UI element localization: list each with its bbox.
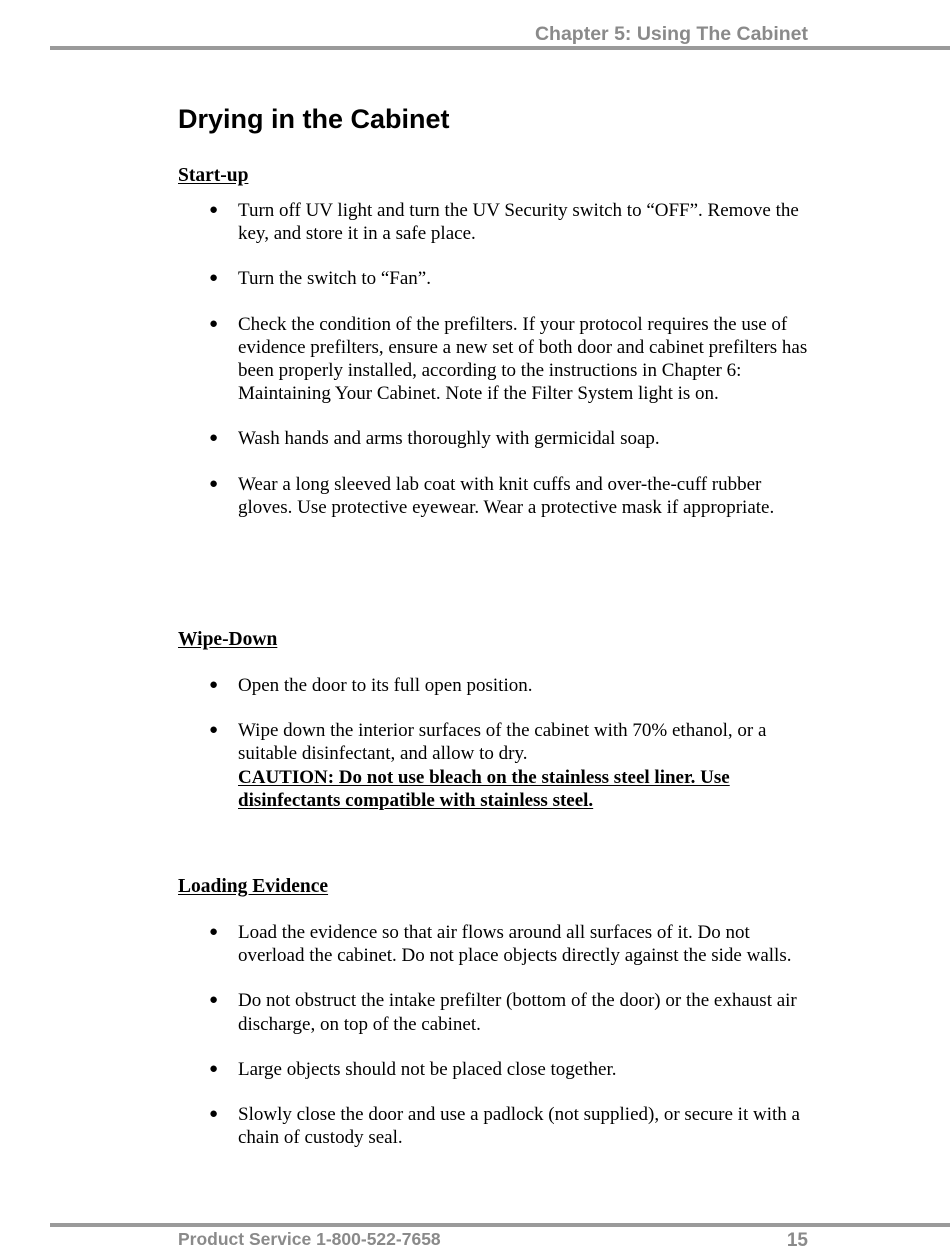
bullet-icon: ● [209,992,219,1009]
bullet-text: Load the evidence so that air flows around all surfaces of it. Do not overload the cabinet. Do not place objects directly against the side walls. [238,922,792,967]
list-item [209,719,818,812]
bullet-text: Turn the switch to “Fan”. [238,268,431,290]
bullet-text: Turn off UV light and turn the UV Security switch to “OFF”. Remove the key, and store it in a safe place. [238,200,799,245]
caution-warning: CAUTION: Do not use bleach on the stainless steel liner. Use disinfectants compatible with stainless steel. [238,766,730,811]
chapter-header: Chapter 5: Using The Cabinet [534,23,808,45]
loading-evidence-list [209,921,818,1149]
list-item [209,1103,818,1149]
bullet-text: Do not obstruct the intake prefilter (bottom of the door) or the exhaust air discharge, on top of the cabinet. [238,990,797,1035]
list-item [209,1058,818,1081]
bullet-text: Open the door to its full open position. [238,675,533,696]
section-heading-loading-evidence: Loading Evidence [178,876,329,897]
bullet-text: Wash hands and arms thoroughly with germicidal soap. [238,428,660,450]
footer-rule [50,1223,950,1227]
bullet-icon: ● [209,722,219,739]
section-heading-start-up: Start-up [178,165,249,186]
bullet-text: Wipe down the interior surfaces of the cabinet with 70% ethanol, or a suitable disinfectant, and allow to dry. [238,720,767,765]
list-item [209,427,818,450]
page-title: Drying in the Cabinet [178,104,450,134]
bullet-icon: ● [209,202,219,218]
list-item [209,473,818,519]
wipe-down-list [209,674,818,812]
list-item [209,989,818,1035]
list-item [209,674,818,697]
bullet-icon: ● [209,677,219,693]
bullet-icon: ● [209,315,219,332]
bullet-icon: ● [209,475,219,492]
start-up-list [209,199,818,519]
list-item [209,313,818,406]
bullet-text: Check the condition of the prefilters. If your protocol requires the use of evidence prefilters, ensure a new set of both door and cabinet prefilters has been properly installed, according to the instructions in Chapter 6: Maintaining Your Cabinet. Note if the Filter System light is on. [238,313,808,405]
section-heading-wipe-down: Wipe-Down [178,629,278,650]
bullet-text: Slowly close the door and use a padlock (not supplied), or secure it with a chain of custody seal. [238,1104,800,1149]
bullet-text: Large objects should not be placed close together. [238,1058,617,1080]
bullet-text: Wear a long sleeved lab coat with knit cuffs and over-the-cuff rubber gloves. Use protective eyewear. Wear a protective mask if appropriate. [238,473,775,518]
bullet-icon: ● [209,1060,219,1077]
footer-service-phone: Product Service 1-800-522-7658 [178,1229,441,1249]
bullet-icon: ● [209,430,219,447]
bullet-icon: ● [209,1106,219,1123]
bullet-icon: ● [209,270,219,287]
page-number: 15 [786,1230,808,1251]
list-item [209,199,818,245]
list-item [209,921,818,967]
bullet-icon: ● [209,924,219,940]
list-item [209,267,818,290]
header-rule [50,46,950,50]
